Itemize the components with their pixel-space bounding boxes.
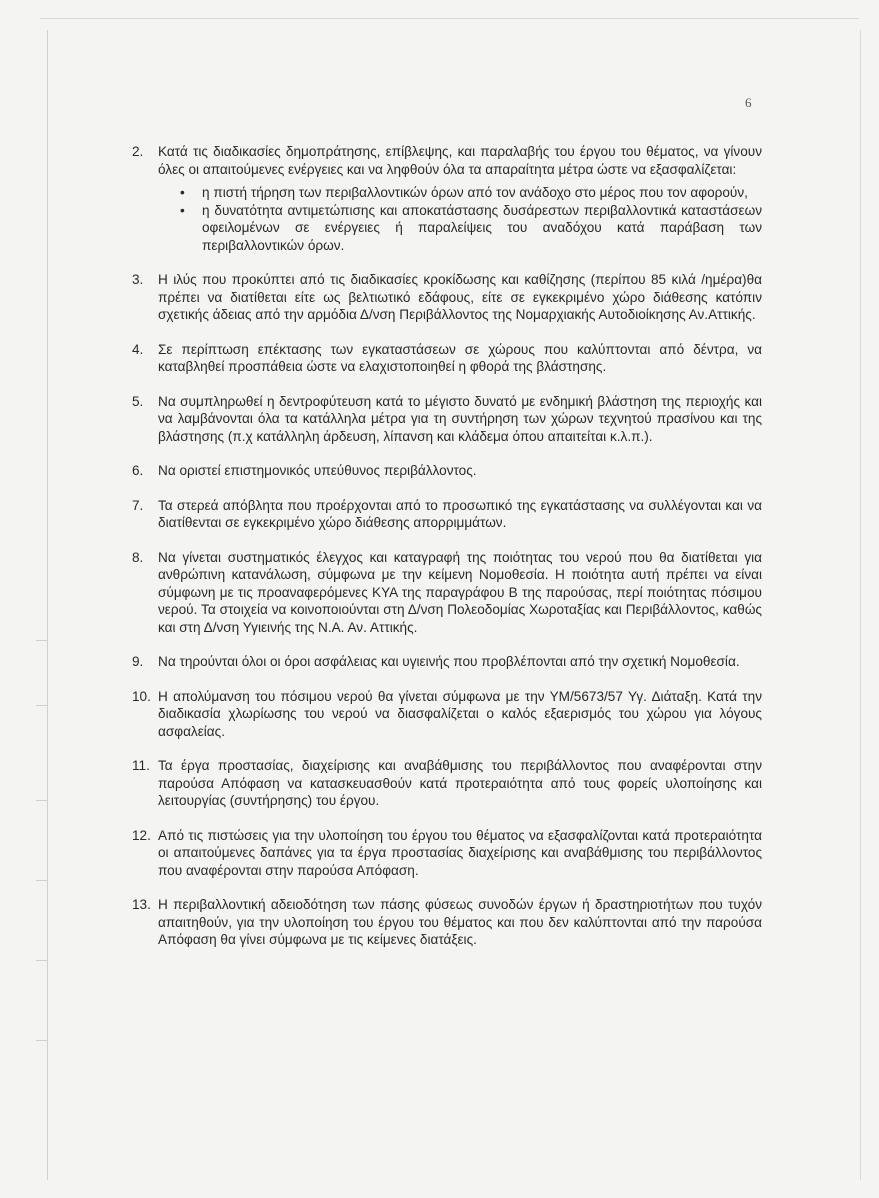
item-text: Η ιλύς που προκύπτει από τις διαδικασίες κροκίδωσης και καθίζησης (περίπου 85 κιλά /ημέρα)θα πρέπει να διατίθεται είτε ως βελτιωτικό εδάφους, είτε σε εγκεκριμένο χώρο διάθεσης κατόπιν σχετικής άδειας από την αρμόδια Δ/νση Περιβάλλοντος της Νομαρχιακής Αυτοδιοίκησης Αν.Αττικής. — [158, 272, 762, 322]
list-item — [132, 827, 762, 880]
bullet-item: • η δυνατότητα αντιμετώπισης και αποκατάστασης δυσάρεστων περιβαλλοντικά καταστάσεων οφειλομένων σε ενέργειες ή παραλείψεις του αναδόχου κατά παράβαση των περιβαλλοντικών όρων. — [180, 202, 762, 255]
item-text: Να συμπληρωθεί η δεντροφύτευση κατά το μέγιστο δυνατό με ενδημική βλάστηση της περιοχής και να λαμβάνονται όλα τα κατάλληλα μέτρα για τη συντήρηση των χώρων τεχνητού πρασίνου και της βλάστησης (π.χ κατάλληλη άρδευση, λίπανση και κλάδεμα όπου απαιτείται κ.λ.π.). — [158, 393, 762, 444]
item-body — [158, 827, 762, 880]
item-body — [158, 896, 762, 949]
item-number: 6. — [132, 463, 144, 478]
list-item — [132, 549, 762, 637]
list-item — [132, 688, 762, 741]
margin-tick — [36, 960, 48, 961]
item-text: Από τις πιστώσεις για την υλοποίηση του έργου του θέματος να εξασφαλίζονται κατά προτεραιότητα οι απαιτούμενες δαπάνες για τα έργα προστασίας διαχείρισης και αναβάθμισης του περιβάλλοντος που αναφέρονται στην παρούσα Απόφαση. — [158, 827, 762, 878]
list-item — [132, 497, 762, 532]
item-number: 8. — [132, 549, 144, 565]
list-item — [132, 757, 762, 810]
item-body — [158, 271, 762, 324]
item-number: 12. — [132, 827, 151, 843]
bullet-list — [158, 184, 762, 254]
item-body — [158, 757, 762, 810]
scan-edge-top — [40, 18, 859, 19]
item-text: Να τηρούνται όλοι οι όροι ασφάλειας και υγιεινής που προβλέπονται από την σχετική Νομοθεσία. — [158, 654, 740, 669]
page-number: 6 — [745, 95, 752, 110]
bullet-item: • η πιστή τήρηση των περιβαλλοντικών όρων από τον ανάδοχο στο μέρος που τον αφορούν, — [180, 184, 762, 202]
item-number: 5. — [132, 393, 144, 409]
item-text: Σε περίπτωση επέκτασης των εγκαταστάσεων σε χώρους που καλύπτονται από δέντρα, να καταβληθεί προσπάθεια ώστε να ελαχιστοποιηθεί η φθορά της βλάστησης. — [158, 341, 762, 374]
item-number: 4. — [132, 341, 144, 357]
item-text: Τα έργα προστασίας, διαχείρισης και αναβάθμισης του περιβάλλοντος που αναφέρονται στην παρούσα Απόφαση να κατασκευασθούν κατά προτεραιότητα από τους φορείς υλοποίησης και λειτουργίας (συντήρησης) του έργου. — [158, 758, 762, 808]
list-item — [132, 896, 762, 949]
item-number: 9. — [132, 654, 144, 669]
item-body — [158, 653, 762, 671]
list-item — [132, 271, 762, 324]
margin-tick — [36, 880, 48, 881]
list-item — [132, 341, 762, 376]
list-item — [132, 393, 762, 446]
document-body — [132, 143, 762, 966]
margin-tick — [36, 640, 48, 641]
margin-tick — [36, 800, 48, 801]
item-number: 3. — [132, 272, 144, 287]
scan-edge-left — [47, 30, 48, 1180]
margin-tick — [36, 1040, 48, 1041]
item-body — [158, 341, 762, 376]
item-body — [158, 462, 762, 480]
scan-edge-right — [860, 30, 861, 1180]
item-text: Τα στερεά απόβλητα που προέρχονται από το προσωπικό της εγκατάστασης να συλλέγονται και να διατίθενται σε εγκεκριμένο χώρο διάθεσης απορριμμάτων. — [158, 497, 762, 530]
item-body — [158, 549, 762, 637]
list-item — [132, 143, 762, 254]
item-number: 2. — [132, 144, 144, 159]
item-text: Η απολύμανση του πόσιμου νερού θα γίνεται σύμφωνα με την ΥΜ/5673/57 Υγ. Διάταξη. Κατά την διαδικασία χλωρίωσης του νερού να διασφαλίζεται ο καλός εξαερισμός του χώρου για λόγους ασφαλείας. — [158, 688, 762, 739]
item-body — [158, 393, 762, 446]
item-number: 13. — [132, 897, 151, 912]
item-body — [158, 143, 762, 254]
list-item — [132, 462, 762, 480]
margin-tick — [36, 705, 48, 706]
item-body — [158, 688, 762, 741]
item-text: Να γίνεται συστηματικός έλεγχος και καταγραφή της ποιότητας του νερού που θα διατίθεται για ανθρώπινη κατανάλωση, σύμφωνα με την κείμενη Νομοθεσία. Η ποιότητα αυτή πρέπει να είναι σύμφωνη με τις προαναφερόμενες ΚΥΑ της παραγράφου Β της παρούσας, περί ποιότητας πόσιμου νερού. Τα στοιχεία να κοινοποιούνται στη Δ/νση Πολεοδομίας Χωροταξίας και Περιβάλλοντος, καθώς και στη Δ/νση Υγιεινής της Ν.Α. Αν. Αττικής. — [158, 549, 762, 635]
item-body — [158, 497, 762, 532]
item-text: Να οριστεί επιστημονικός υπεύθυνος περιβάλλοντος. — [158, 463, 477, 478]
item-number: 11. — [132, 758, 150, 773]
item-number: 7. — [132, 497, 144, 513]
item-text: Η περιβαλλοντική αδειοδότηση των πάσης φύσεως συνοδών έργων ή δραστηριοτήτων που τυχόν απαιτηθούν, για την υλοποίηση του έργου του θέματος και που δεν καλύπτονται από την παρούσα Απόφαση θα γίνει σύμφωνα με τις κείμενες διατάξεις. — [158, 897, 762, 947]
list-item — [132, 653, 762, 671]
item-text: Κατά τις διαδικασίες δημοπράτησης, επίβλεψης, και παραλαβής του έργου του θέματος, να γίνουν όλες οι απαιτούμενες ενέργειες και να ληφθούν όλα τα απαραίτητα μέτρα ώστε να εξασφαλίζεται: — [158, 144, 762, 177]
item-number: 10. — [132, 688, 151, 704]
